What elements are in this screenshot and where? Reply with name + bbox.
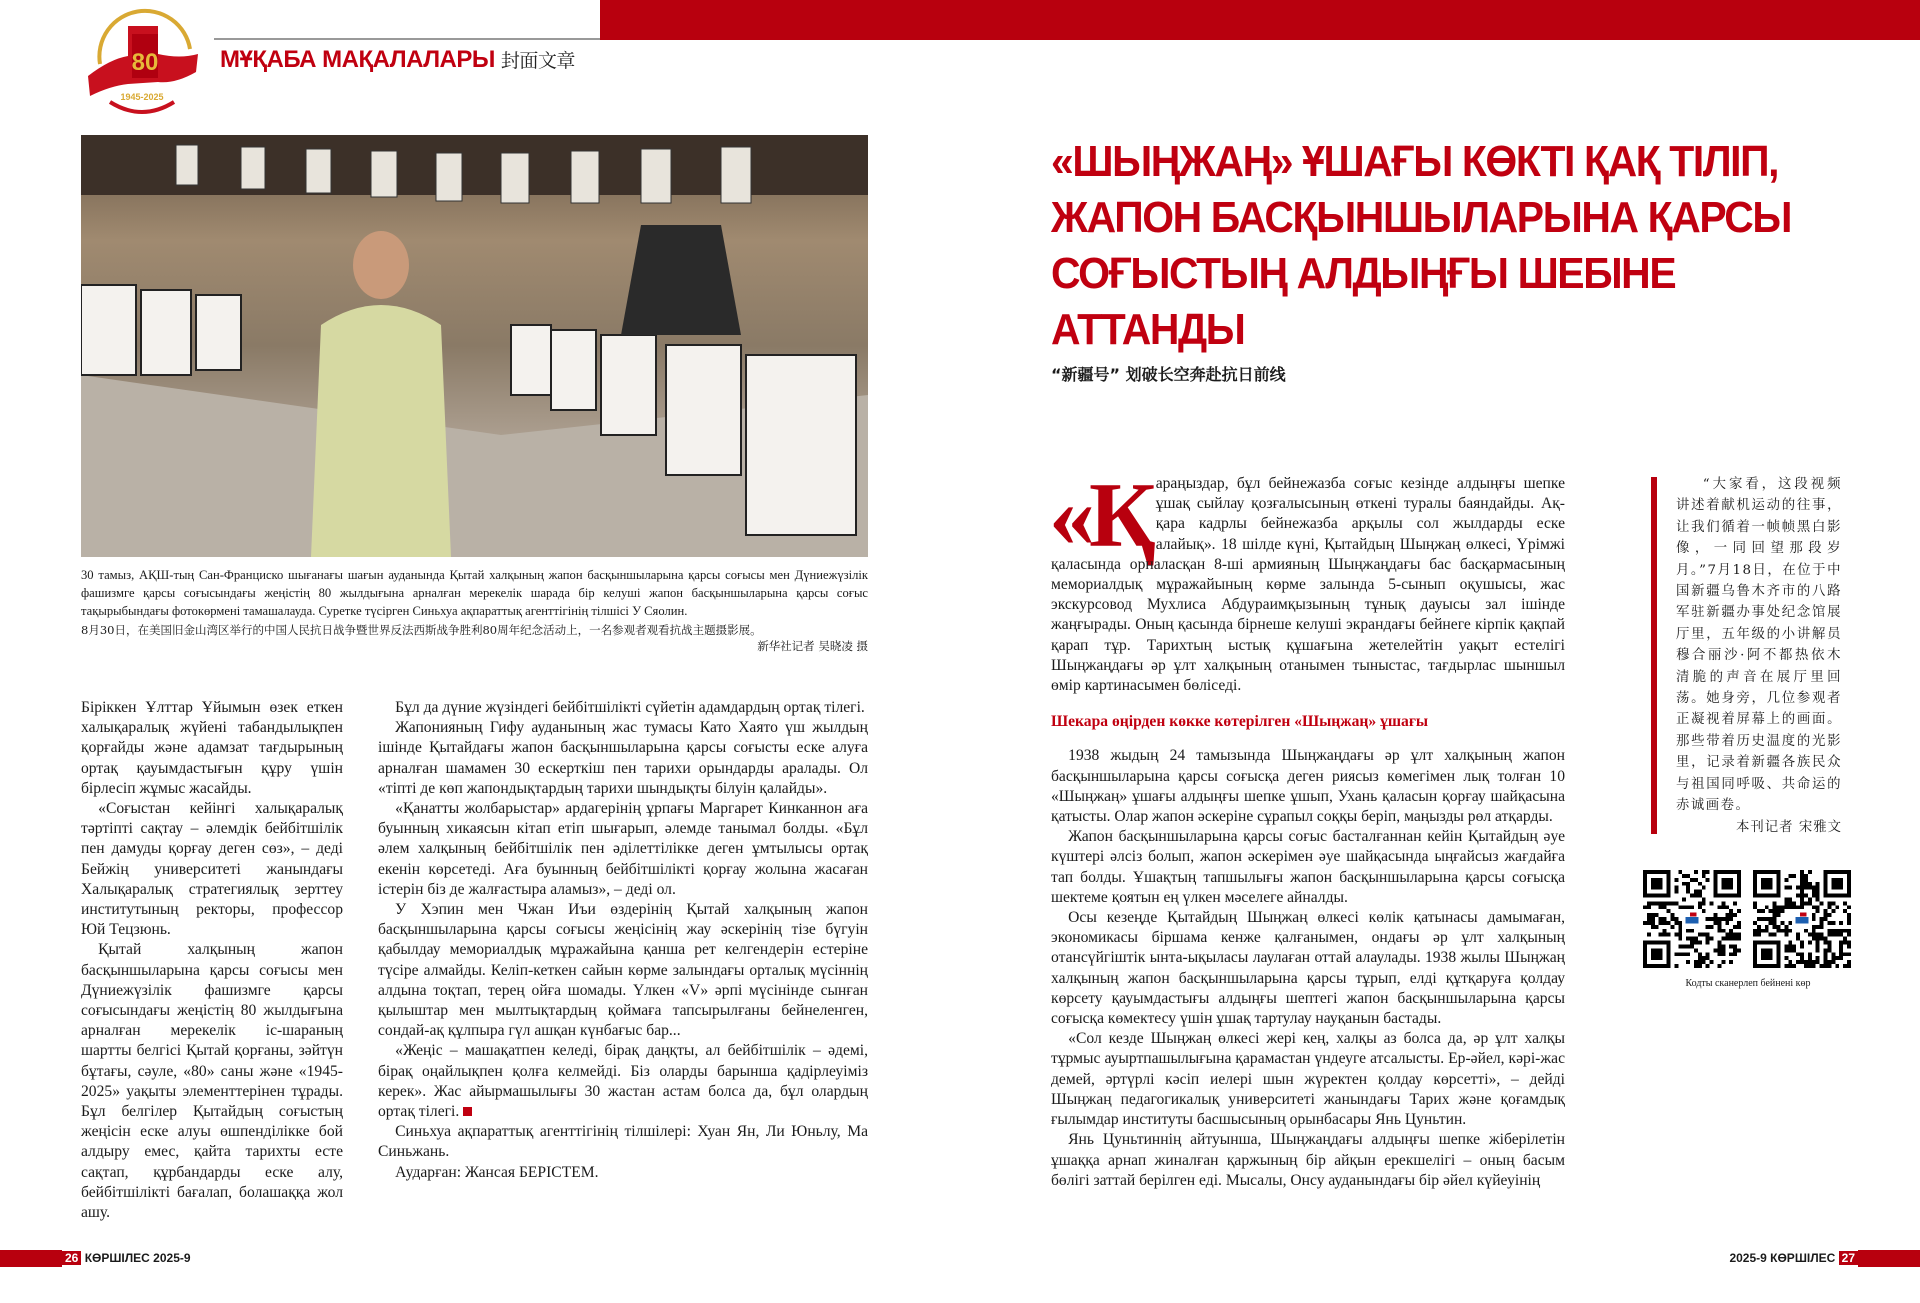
svg-text:80: 80 bbox=[131, 49, 159, 76]
photo-caption-kk: 30 тамыз, АҚШ-тың Сан-Франциско шығанағы шағын ауданында Қытай халқының жапон басқыншыларына қарсы соғысы мен Дүниежүзілік фашизмге қарсы соғысындағы жеңістің 80 жылдығына арналған мерекелік шарада бір келуші жапон басқыншыларына қарсы соғыс тақырыбындағы фотокөрмені тамашалауда. Суретке түсірген Синьхуа ақпараттық агенттігінің тілшісі У Сяолин. bbox=[81, 568, 868, 618]
article-body bbox=[1049, 464, 1565, 1191]
sidebar-text: “大家看，这段视频讲述着献机运动的往事，让我们循着一帧帧黑白影像，一同回望那段岁月。”7月18日，在位于中国新疆乌鲁木齐市的八路军驻新疆办事处纪念馆展厅里，五年级的小讲解员穆合丽沙·阿不都热依木清脆的声音在展厅里回荡。她身旁，几位参观者正凝视着屏幕上的画面。那些带着历史温度的光影里，记录着新疆各族民众与祖国同呼吸、共命运的赤诚画卷。 bbox=[1676, 477, 1842, 814]
paragraph: Осы кезеңде Қытайдың Шыңжаң өлкесі көлік қатынасы дамымаған, экономикасы біршама кенже қалғанымен, ондағы әр ұлт халқының отансүйгіштік ынта-ықыласы лаулаған оттай алаулады. 1938 жылы Шыңжаң халқының жапон басқыншыларына қарсы тұрып, елді құтқаруға қолдау көрсету қауымдастығы алдыңғы шептегі жапон басқыншыларына қарсы соғысқа көмектесу үшін ұшақ тартулау науқанын бастады. bbox=[1051, 909, 1565, 1028]
svg-text:1945-2025: 1945-2025 bbox=[120, 92, 164, 102]
paragraph: «Сол кезде Шыңжаң өлкесі жері кең, халқы аз болса да, әр ұлт халқы тұрмыс ауыртпашылығына қарамастан үндеуге атсалысты. Ер-әйел, кәрі-жас демей, әртүрлі кәсіп иелері шын жүректен қолдау көрсетті», – дейді Шыңжаң педагогикалық университеті жанындағы Тарих және қоғамдық ғылымдар институты басшысының орынбасары Янь Цуньтин. bbox=[1051, 1030, 1565, 1129]
exhibition-photo bbox=[81, 135, 868, 557]
qr-code-icon[interactable] bbox=[1643, 870, 1741, 968]
paragraph: Жапон басқыншыларына қарсы соғыс басталғаннан кейін Қытайдың әуе күштері әлсіз болып, жапон әскерімен әуе шайқасында ыңғайсыз жағдайға тап болды. Ұшақтың тапшылығы жапон басқыншыларына қарсы соғысқа шектеме қоятын ең үлкен мәселеге айналды. bbox=[1051, 828, 1565, 906]
section-title bbox=[220, 46, 575, 74]
sidebar-byline: 本刊记者 宋雅文 bbox=[1736, 819, 1842, 835]
article-subhead: Шекара өңірден көкке көтерілген «Шыңжаң» ұшағы bbox=[1051, 713, 1429, 731]
section-title-kk: МҰҚАБА МАҚАЛАЛАРЫ bbox=[220, 46, 495, 73]
footer-magazine: КӨРШІЛЕС 2025-9 bbox=[84, 1251, 191, 1265]
top-red-bar bbox=[600, 0, 1920, 40]
section-title-zh: 封面文章 bbox=[500, 51, 575, 72]
footer-right bbox=[1729, 1250, 1920, 1267]
translator: Аударған: Жансая БЕРІСТЕМ. bbox=[395, 1163, 599, 1181]
qr-code-icon[interactable] bbox=[1753, 870, 1851, 968]
footer-magazine: 2025-9 КӨРШІЛЕС bbox=[1729, 1251, 1836, 1265]
paragraph: Янь Цуньтиннің айтуынша, Шыңжаңдағы алдыңғы шепке жіберілетін ұшаққа арнап жиналған қаржының бір айқын ерекшелігі – оның басым бөлігі заттай берілген еді. Мысалы, Онсу ауданындағы бір әйел күйеуінің bbox=[1051, 1131, 1565, 1189]
photo-caption-zh: 8月30日，在美国旧金山湾区举行的中国人民抗日战争暨世界反法西斯战争胜利80周年纪念活动上，一名参观者观看抗战主题摄影展。 bbox=[81, 623, 762, 637]
paragraph: Жапонияның Гифу ауданының жас тумасы Като Хаято үш жылдың ішінде Қытайдағы жапон басқыншыларына қарсы соғысты еске алуға арналған шамамен 30 ескерткіш пен тарихи орындарды аралады. Ол «тіпті де көп жапондықтардың тарихи шындықты білуін қалайды». bbox=[378, 719, 868, 797]
paragraph: «Қанатты жолбарыстар» ардагерінің ұрпағы Маргарет Кинканнон аға буынның хикаясын кітап етіп шығарып, әлемде танымал болды. «Бұл әлем халқының бейбітшілік пен әділеттілікке деген ұмтылысы ортақ екенін көрсетеді. Аға буынның бейбітшілікті қорғау жолына жасаған істерін біз де жалғастыра аламыз», – деді ол. bbox=[378, 800, 868, 898]
paragraph: «Жеңіс – машақатпен келеді, бірақ даңқты, ал бейбітшілік – әдемі, бірақ оңайлықпен қолға келмейді. Біз оларды барынша қадірлеуіміз керек». Жас айырмашылығы 30 жастан астам болса да, бұл олардың ортақ тілегі. bbox=[378, 1042, 868, 1121]
left-column-2 bbox=[378, 698, 868, 1183]
article-title: «ШЫҢЖАҢ» ҰШАҒЫ КӨКТІ ҚАҚ ТІЛІП, ЖАПОН БАСҚЫНШЫЛАРЫНА ҚАРСЫ СОҒЫСТЫҢ АЛДЫҢҒЫ ШЕБІНЕ АТТАНДЫ bbox=[1051, 137, 1792, 354]
anniversary-logo bbox=[80, 4, 205, 119]
paragraph: Синьхуа ақпараттық агенттігінің тілшілері: Хуан Ян, Ли Юньлу, Ма Синьжань. bbox=[378, 1123, 868, 1161]
page-number: 27 bbox=[1839, 1251, 1858, 1265]
qr-caption: Кодты сканерлеп бейнені көр bbox=[1685, 978, 1811, 989]
footer-left bbox=[0, 1250, 191, 1267]
header-divider bbox=[214, 38, 600, 40]
left-column-1 bbox=[81, 698, 343, 1223]
drop-cap: «Қ bbox=[1049, 464, 1150, 566]
sidebar-accent-bar bbox=[1651, 477, 1657, 834]
paragraph: У Хэпин мен Чжан Иъи өздерінің Қытай халқының жапон басқыншыларына қарсы соғысы жеңісінің жау әскерінің тізе бүгуін қабылдау мемориалдық мұражайына қанша рет келгендерін естеріне түсіре алмайды. Келіп-кеткен сайын көрме залындағы орталық мүсіннің алдына тоқтап, терең ойға шомады. Үлкен «V» әрпі мүсінінде сынған қылыштар мен мылтықтардың қоймаға тапсырылғаны бейнеленген, сондай-ақ құлпыра гүл ашқан күнбағыс бар... bbox=[378, 901, 868, 1040]
paragraph: Біріккен Ұлттар Ұйымын өзек еткен халықаралық жүйені табандылықпен қорғайды және адамзат тағдырының ортақ қауымдастығын құру үшін бірлесіп жұмыс жасайды. bbox=[81, 699, 343, 797]
paragraph: 1938 жыдың 24 тамызында Шыңжаңдағы әр ұлт халқының жапон басқыншыларына қарсы соғысқа деген риясыз көмегімен лық толған 10 «Шыңжаң» ұшағы алдыңғы шепке ұшып, Ухань қаласын қорғау шайқасына қатысты. Олар жапон әскеріне сұрапыл соққы беріп, маңызды рөл атқарды. bbox=[1051, 747, 1565, 826]
sidebar-summary-zh bbox=[1676, 474, 1842, 838]
lead-paragraph: араңыздар, бұл бейнежазба соғыс кезінде алдыңғы шепке ұшақ сыйлау қозғалысының өткені туралы баяндайды. Ақ-қара кадрлы бейнежазба арқылы сол жылдарды еске алайық». 18 шілде күні, Қытайдың Шыңжаң өлкесі, Үрімжі қаласында орналасқан 8-ші армияның Шыңжаңдағы бас басқармасының мемориалдық мұражайының көрме залында 5-сынып оқушысы, жас экскурсовод Мухлиса Абдураимқызының тұнық дауысы зал ішінде жаңғырады. Оның қасында бірнеше келуші экрандағы бейнеге кірпік қақпай қарап тұр. Тарихтың ыстық құшағына жетелейтін уақыт естелігі Шыңжаңдағы әр ұлт халқының отанымен тыныстас, тағдырлас шыншыл өмір картинасымен бөліседі. bbox=[1051, 475, 1565, 695]
page-number: 26 bbox=[62, 1251, 81, 1265]
paragraph: «Соғыстан кейінгі халықаралық тәртіпті сақтау – әлемдік бейбітшілік пен дамуды қорғау деген сөз», – деді Бейжің университеті жанындағы Халықаралық стратегиялық зерттеу институтының ректоры, профессор Юй Тецзюнь. bbox=[81, 800, 343, 939]
photo-credit: 新华社记者 吴晓凌 摄 bbox=[757, 639, 868, 653]
end-mark-icon bbox=[463, 1107, 472, 1116]
paragraph: Бұл да дүние жүзіндегі бейбітшілікті сүйетін адамдардың ортақ тілегі. bbox=[395, 699, 865, 716]
article-subtitle-zh: “新疆号” 划破长空奔赴抗日前线 bbox=[1051, 365, 1286, 384]
paragraph: Қытай халқының жапон басқыншыларына қарсы соғысы мен Дүниежүзілік фашизмге қарсы соғысындағы жеңістің 80 жылдығына арналған мерекелік іс-шараның шартты белгісі Қытай қорғаны, зәйтүн бұтағы, сәуле, «80» саны және «1945-2025» уақыты элементтерінен тұрады. Бұл белгілер Қытайдың соғыстың жеңісін еске алуы өшпенділікке бой алдыру емес, қайта тарихты есте сақтап, құрбандарды еске алу, бейбітшілікті бағалап, болашаққа жол ашу. bbox=[81, 941, 343, 1222]
